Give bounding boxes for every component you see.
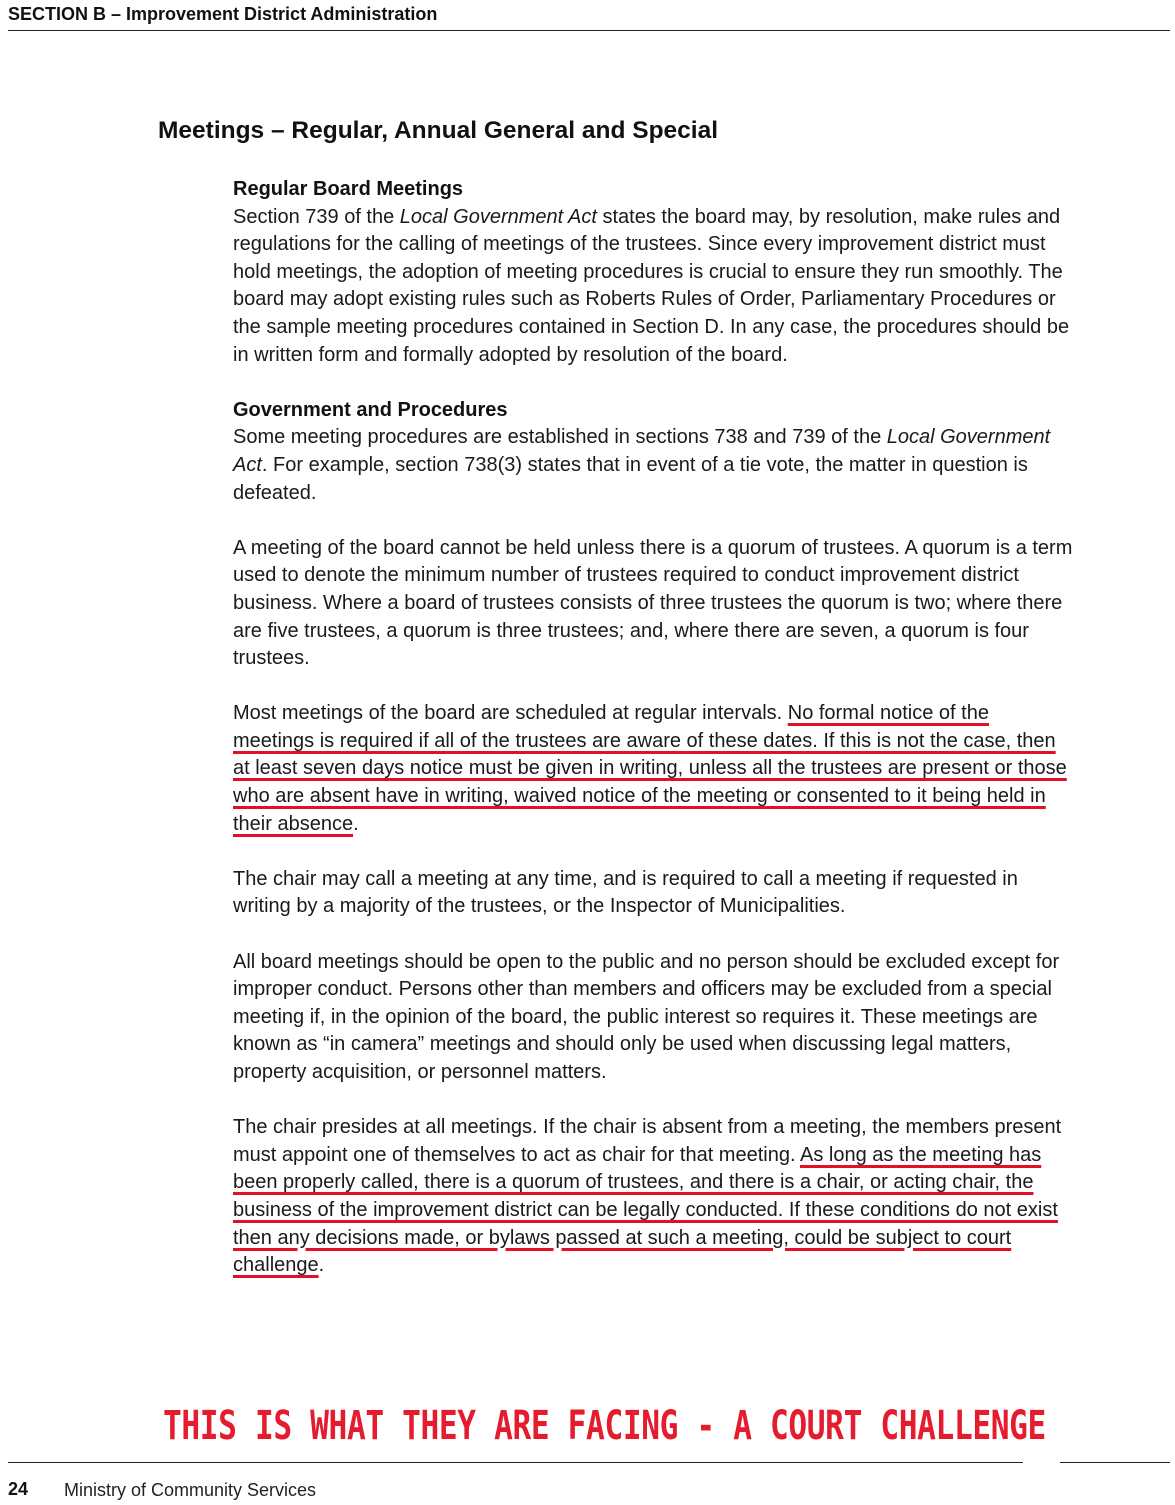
highlighted-court-challenge-text: As long as the meeting has been properly called, there is a quorum of trustees, and there is a chair, or acting chair, the business of the improvement district can be legally conducted. If these conditions do not exist then any decisions made, or bylaws passed at such a meeting, could be subject to court challenge [233, 1143, 1058, 1277]
page-number: 24 [8, 1479, 29, 1499]
paragraph-notice: Most meetings of the board are scheduled at regular intervals. No formal notice of the meetings is required if all of the trustees are aware of these dates. If this is not the case, then at least seven days notice must be given in writing, unless all the trustees are present or those who are absent have in writing, waived notice of the meeting or consented to it being held in their absence. [233, 702, 1067, 835]
act-name: Local Government Act [233, 426, 1051, 476]
paragraph-quorum: A meeting of the board cannot be held unless there is a quorum of trustees. A quorum is a term used to denote the minimum number of trustees required to conduct improvement district business. Where a board of trustees consists of three trustees the quorum is two; where there are five trustees, a quorum is three trustees; and, where there are seven, a quorum is four trustees. [233, 536, 1073, 670]
heading-regular-board-meetings: Regular Board Meetings [233, 178, 464, 200]
footer-rule-right [1060, 1462, 1170, 1463]
paragraph-regular-meetings: Section 739 of the Local Government Act states the board may, by resolution, make rules and regulations for the calling of meetings of the trustees. Since every improvement district must hold meetings, the adoption of meeting procedures is crucial to ensure they run smoothly. The board may adopt existing rules such as Roberts Rules of Order, Parliamentary Procedures or the sample meeting procedures contained in Section D. In any case, the procedures should be in written form and formally adopted by resolution of the board. [233, 205, 1070, 366]
highlighted-notice-text: No formal notice of the meetings is required if all of the trustees are aware of these dates. If this is not the case, then at least seven days notice must be given in writing, unless all the trustees are present or those who are absent have in writing, waived notice of the meeting or consented to it being held in their absence [233, 702, 1067, 835]
paragraph-chair-presides: The chair presides at all meetings. If the chair is absent from a meeting, the members present must appoint one of themselves to act as chair for that meeting. As long as the meeting has been properly called, there is a quorum of trustees, and there is a chair, or acting chair, the business of the improvement district can be legally conducted. If these conditions do not exist then any decisions made, or bylaws passed at such a meeting, could be subject to court challenge. [233, 1116, 1062, 1277]
section-header: SECTION B – Improvement District Administration [8, 4, 438, 24]
page-title: Meetings – Regular, Annual General and Special [158, 117, 719, 144]
heading-government-procedures: Government and Procedures [233, 398, 508, 421]
paragraph-open-meetings: All board meetings should be open to the public and no person should be excluded except for improper conduct. Persons other than members and officers may be excluded from a special meeting if, in the opinion of the board, the public interest so requires it. These meetings are known as “in camera” meetings and should only be used when discussing legal matters, property acquisition, or personnel matters. [233, 950, 1060, 1083]
footer-publisher: Ministry of Community Services [64, 1480, 317, 1500]
act-name: Local Government Act [399, 205, 597, 228]
document-body [233, 176, 1073, 1307]
paragraph-chair-call: The chair may call a meeting at any time, and is required to call a meeting if requested in writing by a majority of the trustees, or the Inspector of Municipalities. [233, 867, 1018, 918]
header-rule [8, 30, 1170, 31]
paragraph-procedures: Some meeting procedures are established in sections 738 and 739 of the Local Government Act. For example, section 738(3) states that in event of a tie vote, the matter in question is defeated. [233, 426, 1051, 504]
footer-rule [8, 1462, 1023, 1463]
handwritten-annotation: THIS IS WHAT THEY ARE FACING - A COURT CHALLENGE [163, 1403, 1046, 1449]
